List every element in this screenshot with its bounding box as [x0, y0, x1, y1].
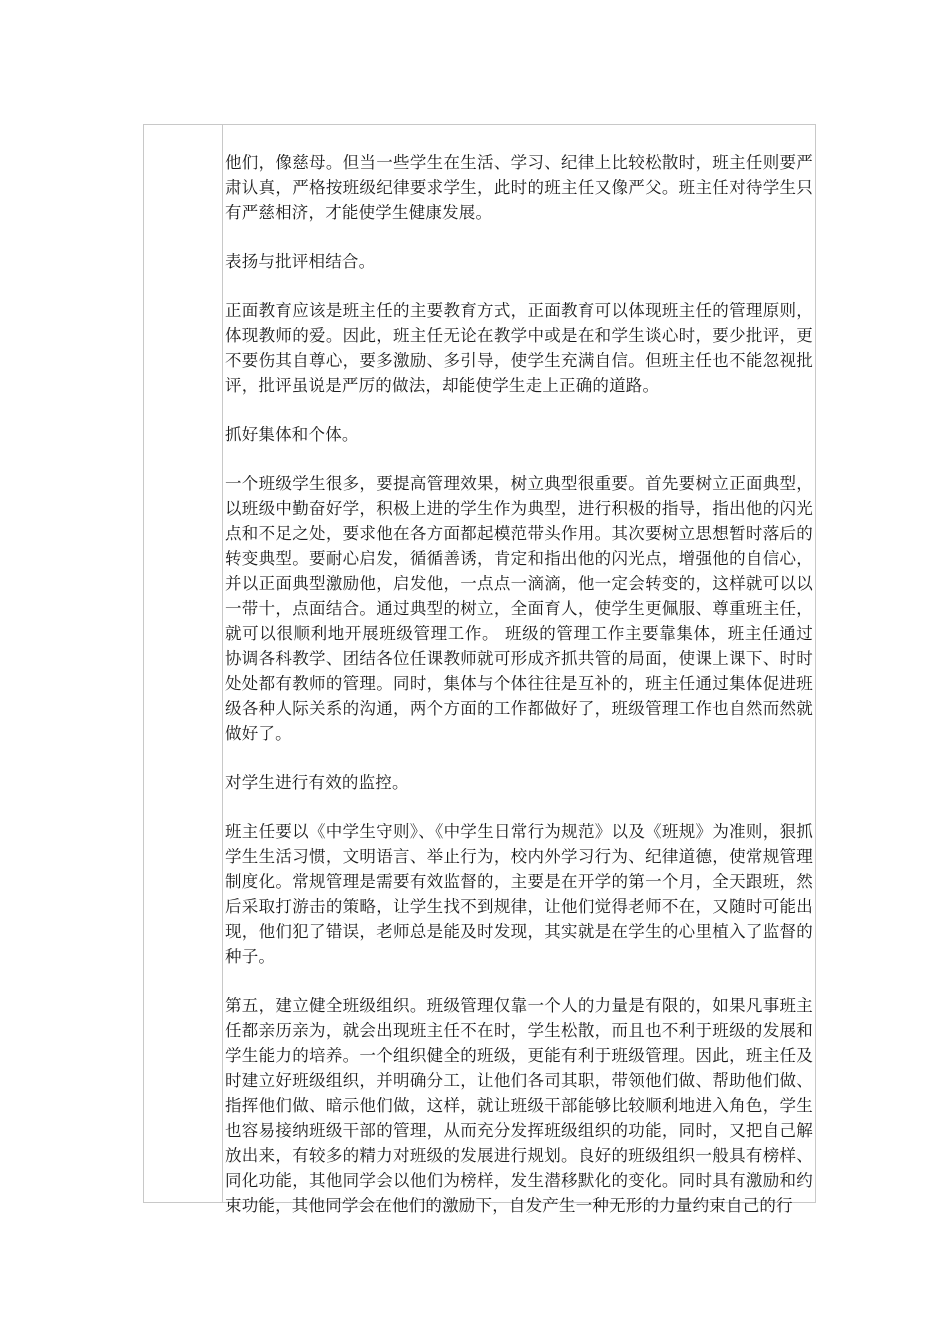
document-table	[143, 124, 816, 1215]
paragraph-class-organization: 第五，建立健全班级组织。班级管理仅靠一个人的力量是有限的，如果凡事班主任都亲历亲为，就会出现班主任不在时，学生松散，而且也不利于班级的发展和学生能力的培养。一个组织健全的班级，更能有利于班级管理。因此，班主任及时建立好班级组织，并明确分工，让他们各司其职，带领他们做、帮助他们做、指挥他们做、暗示他们做，这样，就让班级干部能够比较顺利地进入角色，学生也容易接纳班级干部的管理，从而充分发挥班级组织的功能，同时，又把自己解放出来，有较多的精力对班级的发展进行规划。良好的班级组织一般具有榜样、同化功能，其他同学会以他们为榜样，发生潜移默化的变化。同时具有激励和约束功能，其他同学会在他们的激励下，自发产生一种无形的力量约束自己的行	[225, 996, 813, 1215]
table-content-column	[223, 125, 815, 1215]
table-left-column	[144, 125, 223, 1202]
paragraph-monitoring-rules: 班主任要以《中学生守则》、《中学生日常行为规范》以及《班规》为准则，狠抓学生生活习惯，文明语言、举止行为，校内外学习行为、纪律道德，使常规管理制度化。常规管理是需要有效监督的，主要是在开学的第一个月，全天跟班，然后采取打游击的策略，让学生找不到规律，让他们觉得老师不在，又随时可能出现，他们犯了错误，老师总是能及时发现，其实就是在学生的心里植入了监督的种子。	[225, 822, 813, 966]
heading-collective-and-individual: 抓好集体和个体。	[225, 425, 359, 444]
paragraph-role-models: 一个班级学生很多，要提高管理效果，树立典型很重要。首先要树立正面典型，以班级中勤奋好学，积极上进的学生作为典型，进行积极的指导，指出他的闪光点和不足之处，要求他在各方面都起模范带头作用。其次要树立思想暂时落后的转变典型。要耐心启发，循循善诱，肯定和指出他的闪光点，增强他的自信心，并以正面典型激励他，启发他，一点点一滴滴，他一定会转变的，这样就可以以一带十，点面结合。通过典型的树立，全面育人，使学生更佩服、尊重班主任，就可以很顺利地开展班级管理工作。 班级的管理工作主要靠集体，班主任通过协调各科教学、团结各位任课教师就可形成齐抓共管的局面，使课上课下、时时处处都有教师的管理。同时，集体与个体往往是互补的，班主任通过集体促进班级各种人际关系的沟通，两个方面的工作都做好了，班级管理工作也自然而然就做好了。	[225, 474, 813, 743]
heading-effective-monitoring: 对学生进行有效的监控。	[225, 773, 409, 792]
paragraph-positive-education: 正面教育应该是班主任的主要教育方式，正面教育可以体现班主任的管理原则，体现教师的爱。因此，班主任无论在教学中或是在和学生谈心时，要少批评，更不要伤其自尊心，要多激励、多引导，使学生充满自信。但班主任也不能忽视批评，批评虽说是严厉的做法，却能使学生走上正确的道路。	[225, 301, 813, 395]
paragraph-strict-and-kind: 他们，像慈母。但当一些学生在生活、学习、纪律上比较松散时，班主任则要严肃认真，严格按班级纪律要求学生，此时的班主任又像严父。班主任对待学生只有严慈相济，才能使学生健康发展。	[225, 153, 813, 222]
heading-praise-and-criticism: 表扬与批评相结合。	[225, 252, 376, 271]
